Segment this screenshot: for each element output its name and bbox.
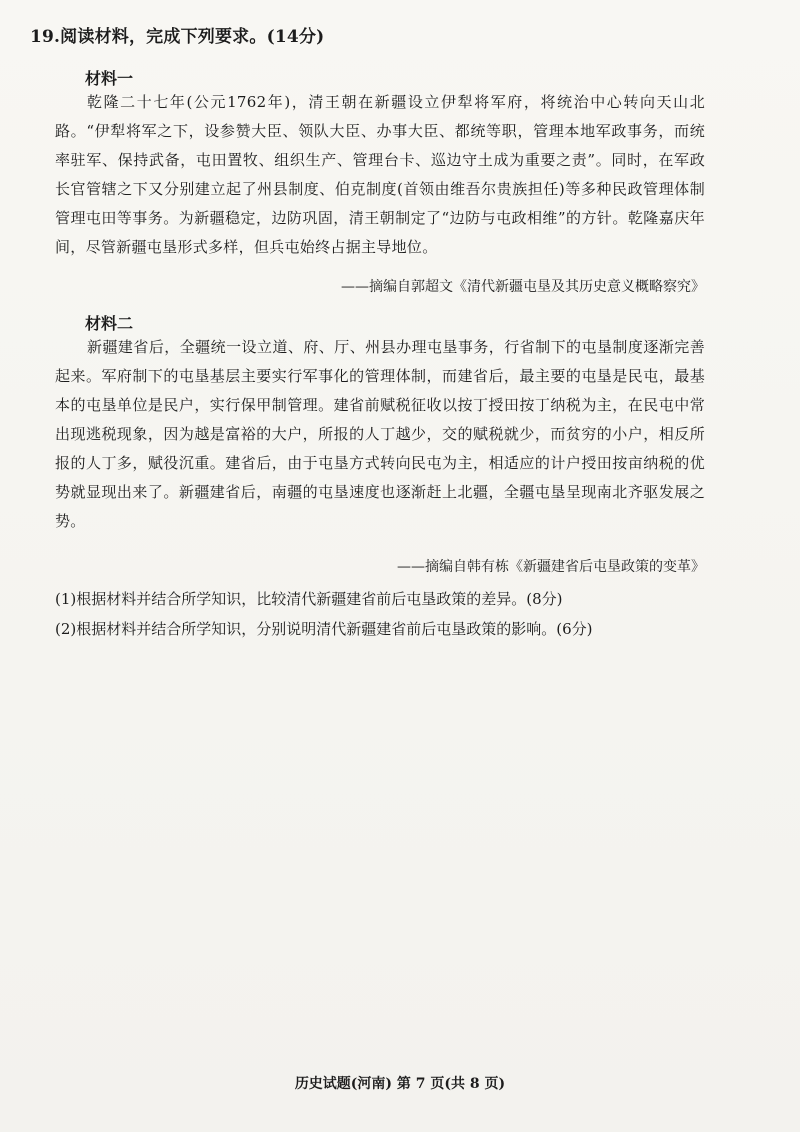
sub-question-1: (1)根据材料并结合所学知识，比较清代新疆建省前后屯垦政策的差异。(8分) bbox=[55, 590, 563, 608]
question-title: 19.阅读材料，完成下列要求。(14分) bbox=[30, 27, 325, 47]
material-1-source: ——摘编自郭超文《清代新疆屯垦及其历史意义概略察究》 bbox=[341, 279, 705, 295]
page-footer: 历史试题(河南) 第 7 页(共 8 页) bbox=[294, 1076, 506, 1092]
material-2-text: 新疆建省后，全疆统一设立道、府、厅、州县办理屯垦事务，行省制下的屯垦制度逐渐完善起来。军府制下的屯垦基层主要实行军事化的管理体制，而建省后，最主要的屯垦是民屯，最基本的屯垦单位是民户，实行保甲制管理。建省前赋税征收以按丁授田按丁纳税为主，在民屯中常出现逃税现象，因为越是富裕的大户，所报的人丁越少，交的赋税就少，而贫穷的小户，相反所报的人丁多，赋役沉重。建省后，由于屯垦方式转向民屯为主，相适应的计户授田按亩纳税的优势就显现出来了。新疆建省后，南疆的屯垦速度也逐渐赶上北疆，全疆屯垦呈现南北齐驱发展之势。 bbox=[55, 338, 705, 530]
material-2-source: ——摘编自韩有栋《新疆建省后屯垦政策的变革》 bbox=[397, 559, 705, 575]
material-2-heading: 材料二 bbox=[85, 314, 134, 333]
material-1-heading: 材料一 bbox=[85, 69, 134, 88]
material-1-text: 乾隆二十七年(公元1762年)，清王朝在新疆设立伊犁将军府，将统治中心转向天山北路。“伊犁将军之下，设参赞大臣、领队大臣、办事大臣、都统等职，管理本地军政事务，而统率驻军、保持武备，屯田置牧、组织生产、管理台卡、巡边守土成为重要之责”。同时，在军政长官管辖之下又分别建立起了州县制度、伯克制度(首领由维吾尔贵族担任)等多种民政管理体制管理屯田等事务。为新疆稳定，边防巩固，清王朝制定了“边防与屯政相维”的方针。乾隆嘉庆年间，尽管新疆屯垦形式多样，但兵屯始终占据主导地位。 bbox=[55, 93, 705, 256]
sub-question-2: (2)根据材料并结合所学知识，分别说明清代新疆建省前后屯垦政策的影响。(6分) bbox=[55, 620, 593, 638]
